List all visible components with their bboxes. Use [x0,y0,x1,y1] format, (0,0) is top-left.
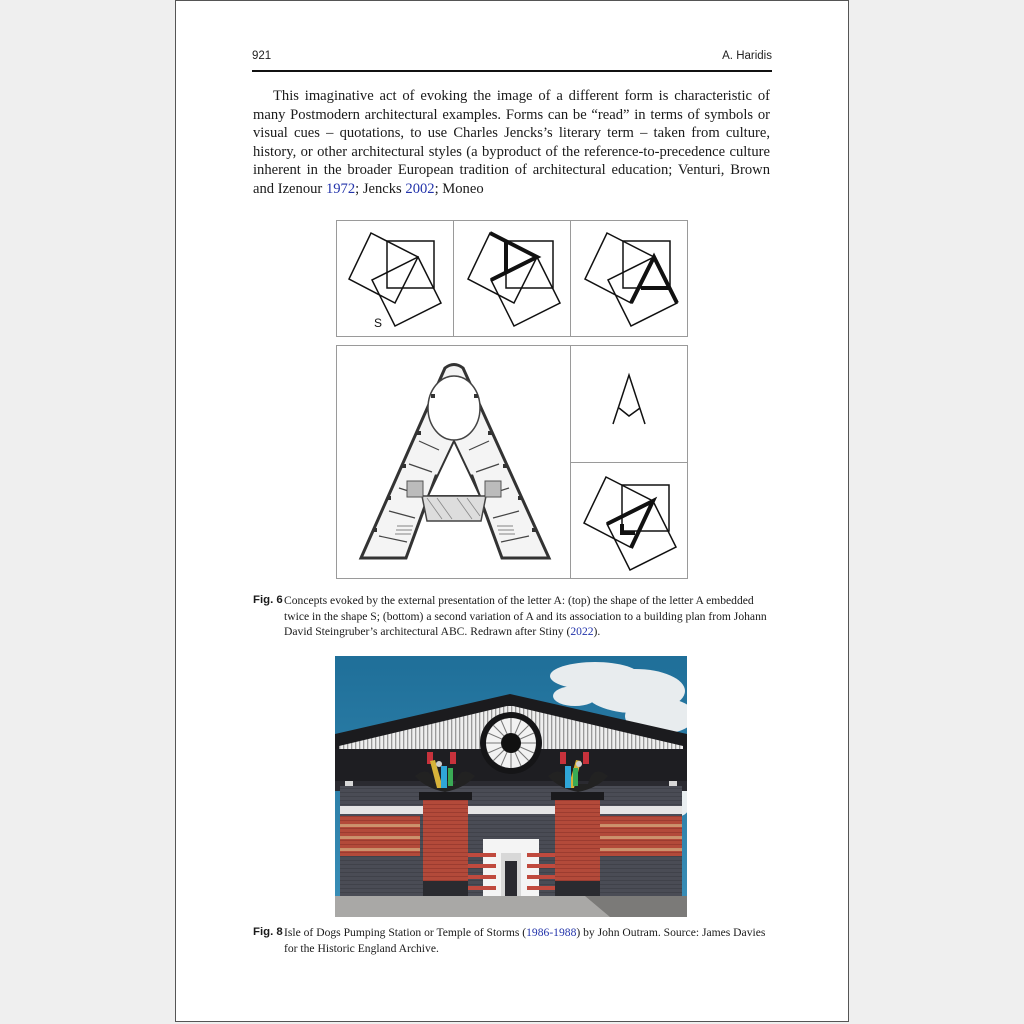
caption-text: ). [593,625,601,638]
figure6-caption-text [253,593,773,640]
fig6-panel-building-plan [336,345,571,579]
shape-s-icon [337,221,455,338]
body-text: ; Jencks [355,180,406,197]
fig6-panel-a-highlight-2 [570,220,688,337]
figure6-label: Fig. 6 [253,594,283,606]
citation-link[interactable]: 1986-1988 [526,926,577,939]
figure8-photo [335,656,687,917]
running-head [252,50,772,70]
running-author: A. Haridis [722,50,772,62]
shape-s-a-highlight-icon [571,221,689,338]
figure6-caption [253,593,773,640]
caption-text: ) by John Outram. Source: James Davies for the Historic England Archive. [284,926,766,955]
fig6-panel-a-highlight-1 [453,220,571,337]
shape-s-a-variation-icon [571,463,689,580]
svg-text:S: S [374,316,383,330]
fig6-panel-letter-a [570,345,688,463]
header-rule [252,70,772,72]
body-text: This imaginative act of evoking the image of a different form is characteristic of many Postmodern architectural examples. Forms can be “read” in terms of symbols or visual cues – quotations, to use Charles Jencks’s literary term – taken from culture, history, or other architectural styles (a byproduct of the reference-to-precedence culture inherent in the broader European tradition of architectural education; Venturi, Brown and Izenour [253,88,770,197]
body-text: ; Moneo [434,180,484,197]
figure8-caption [253,925,773,956]
body-paragraph [253,87,770,199]
caption-text: Isle of Dogs Pumping Station or Temple of Storms ( [284,926,527,939]
citation-link[interactable]: 2022 [570,625,594,638]
fig6-panel-shape-s [336,220,454,337]
pumping-station-photo-icon [335,656,687,917]
figure8-caption-text [253,925,773,956]
caption-text: Concepts evoked by the external presentation of the letter A: (top) the shape of the letter A embedded twice in the shape S; (bottom) a second variation of A and its association to a building plan from Johann David Steingruber’s architectural ABC. Redrawn after Stiny ( [284,594,767,638]
shape-s-a-highlight-icon [454,221,572,338]
page-number: 921 [252,50,272,62]
citation-link[interactable]: 1972 [325,180,356,197]
letter-a-variation-icon [571,346,689,464]
figure8-label: Fig. 8 [253,926,283,938]
building-plan-a-icon [337,346,572,580]
fig6-panel-a-variation-in-s [570,462,688,579]
citation-link[interactable]: 2002 [405,180,435,197]
